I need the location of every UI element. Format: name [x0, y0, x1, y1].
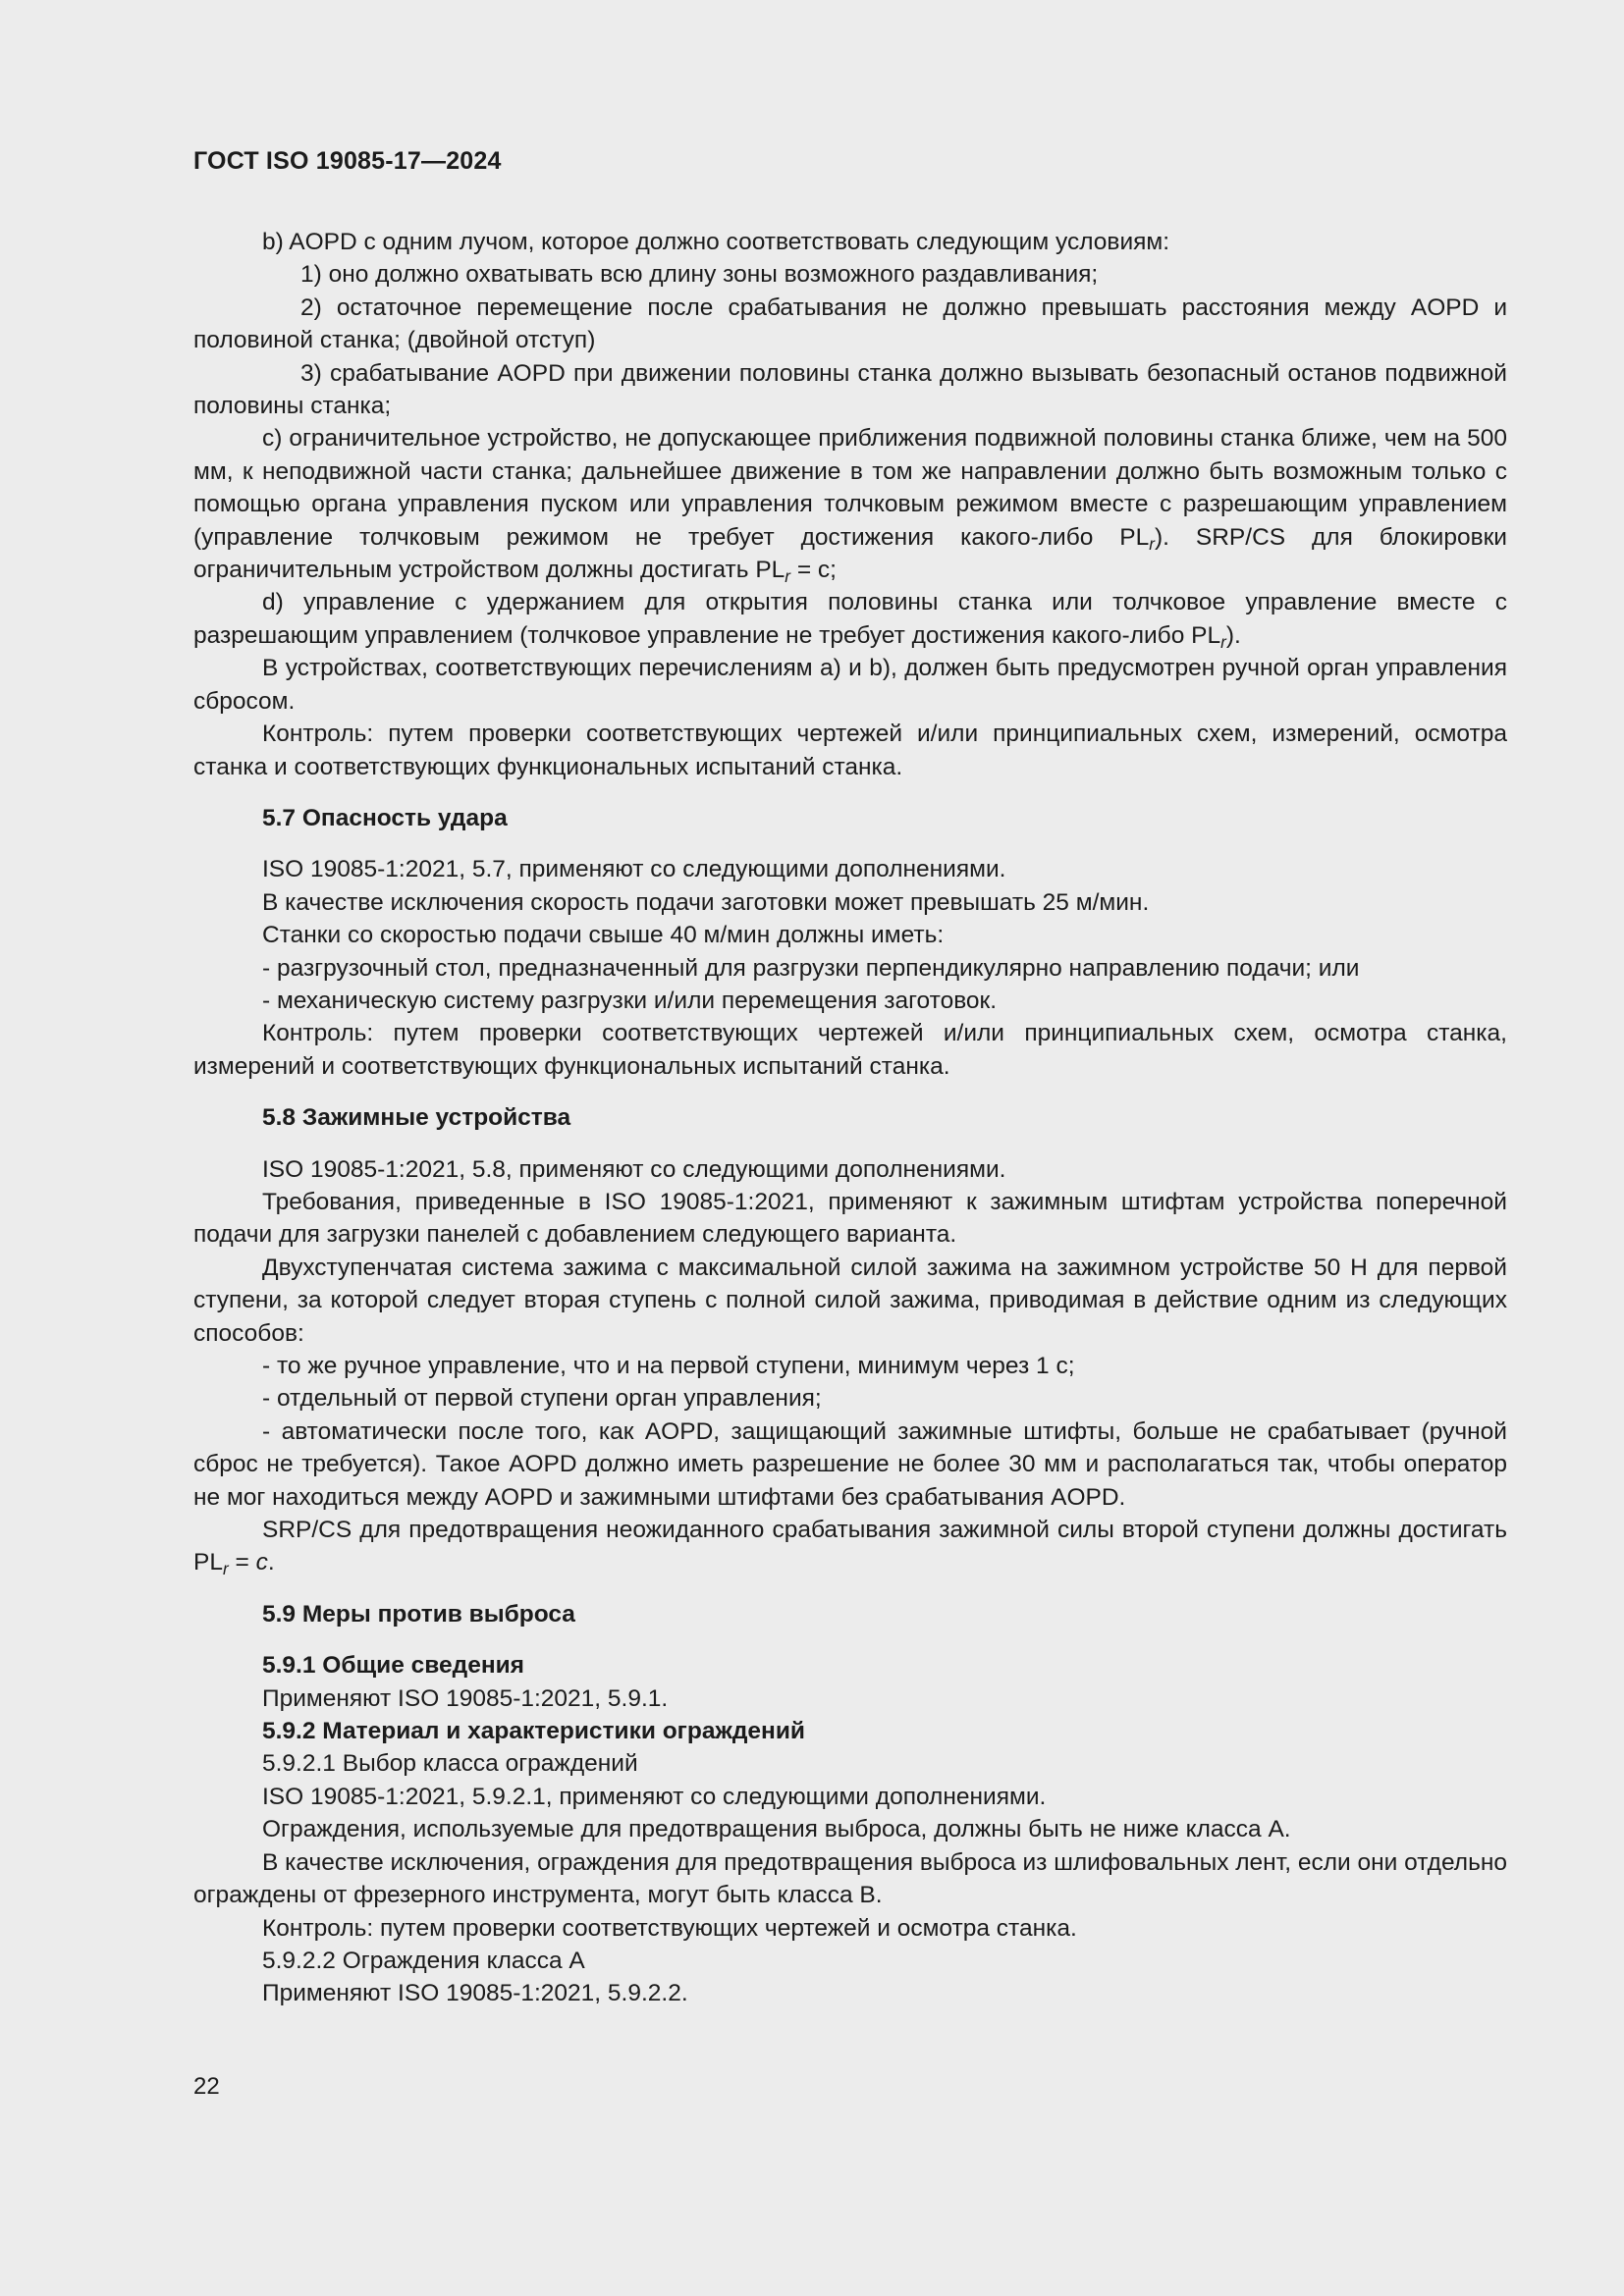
paragraph: Применяют ISO 19085-1:2021, 5.9.1.: [262, 1684, 669, 1712]
text-run: ). SRP/CS для блокировки ограничительным устройством должны достигать PL: [193, 523, 1507, 584]
subsection-heading-5-9-2-2: 5.9.2.2 Ограждения класса А: [262, 1947, 585, 1974]
paragraph-control: Контроль: путем проверки соответствующих чертежей и/или принципиальных схем, измерений, осмотра станка и соответствующих функциональных испытаний станка.: [193, 721, 1507, 780]
subscript-r: r: [1149, 533, 1155, 554]
paragraph: Применяют ISO 19085-1:2021, 5.9.2.2.: [262, 1980, 688, 2007]
dash-list-item: - автоматически после того, как AOPD, защищающий зажимные штифты, больше не срабатывает (ручной сброс не требуется). Такое AOPD должно иметь разрешение не более 30 мм и располагаться так, чтобы оператор не мог находиться между AOPD и зажимными штифтами без срабатывания AOPD.: [193, 1417, 1507, 1511]
paragraph: ISO 19085-1:2021, 5.9.2.1, применяют со следующими дополнениями.: [262, 1783, 1047, 1810]
list-item-d: [193, 586, 1507, 652]
list-item-b: b) AOPD с одним лучом, которое должно соответствовать следующим условиям:: [262, 229, 1170, 255]
subscript-r: r: [1220, 631, 1226, 652]
paragraph-control: Контроль: путем проверки соответствующих чертежей и осмотра станка.: [262, 1914, 1077, 1942]
list-item-b3: 3) срабатывание AOPD при движении половины станка должно вызывать безопасный останов подвижной половины станка;: [193, 359, 1507, 420]
paragraph: В качестве исключения, ограждения для предотвращения выброса из шлифовальных лент, если они отдельно ограждены от фрезерного инструмента, могут быть класса В.: [193, 1848, 1507, 1909]
subscript-r: r: [222, 1559, 229, 1579]
list-item-c: [193, 422, 1507, 586]
dash-list-item: - то же ручное управление, что и на первой ступени, минимум через 1 с;: [262, 1353, 1075, 1379]
list-item-b1: 1) оно должно охватывать всю длину зоны возможного раздавливания;: [300, 261, 1099, 289]
text-run: c) ограничительное устройство, не допускающее приближения подвижной половины станка ближе, чем на 500 мм, к неподвижной части станка; дальнейшее движение в том же направлении должно быть возможным только с помощью органа управления пуском или управления толчковым режимом вместе с разрешающим управлением (управление толчковым режимом не требует достижения какого-либо PL: [193, 425, 1507, 551]
text-run: ).: [1225, 621, 1241, 649]
paragraph: ISO 19085-1:2021, 5.7, применяют со следующими дополнениями.: [262, 856, 1006, 883]
dash-list-item: - разгрузочный стол, предназначенный для разгрузки перпендикулярно направлению подачи; или: [262, 954, 1360, 982]
paragraph: ISO 19085-1:2021, 5.8, применяют со следующими дополнениями.: [262, 1155, 1006, 1183]
text-run: d) управление с удержанием для открытия половины станка или толчковое управление вместе с разрешающим управлением (толчковое управление не требует достижения какого-либо PL: [193, 589, 1507, 649]
paragraph: В качестве исключения скорость подачи заготовки может превышать 25 м/мин.: [262, 888, 1150, 916]
text-run: .: [267, 1549, 275, 1576]
paragraph: Требования, приведенные в ISO 19085-1:2021, применяют к зажимным штифтам устройства поперечной подачи для загрузки панелей с добавлением следующего варианта.: [193, 1188, 1507, 1249]
subscript-r: r: [785, 566, 791, 587]
subsection-heading-5-9-2: 5.9.2 Материал и характеристики ограждений: [262, 1718, 805, 1745]
dash-list-item: - механическую систему разгрузки и/или перемещения заготовок.: [262, 987, 998, 1014]
dash-list-item: - отдельный от первой ступени орган управления;: [262, 1385, 822, 1413]
list-item-b2: 2) остаточное перемещение после срабатывания не должно превышать расстояния между AOPD и половиной станка; (двойной отступ): [193, 294, 1507, 354]
subsection-heading-5-9-1: 5.9.1 Общие сведения: [262, 1652, 524, 1680]
paragraph-manual-reset: В устройствах, соответствующих перечислениям a) и b), должен быть предусмотрен ручной орган управления сбросом.: [193, 655, 1507, 715]
text-run: SRP/CS для предотвращения неожиданного срабатывания зажимной силы второй ступени должны достигать PL: [193, 1517, 1507, 1576]
paragraph: Ограждения, используемые для предотвращения выброса, должны быть не ниже класса А.: [262, 1816, 1291, 1843]
text-run: = c;: [790, 557, 837, 584]
section-heading-5-7: 5.7 Опасность удара: [262, 804, 508, 831]
paragraph-control: Контроль: путем проверки соответствующих чертежей и/или принципиальных схем, осмотра станка, измерений и соответствующих функциональных испытаний станка.: [193, 1020, 1507, 1080]
paragraph-srp: [193, 1514, 1507, 1579]
section-heading-5-9: 5.9 Меры против выброса: [262, 1600, 575, 1628]
page-number: 22: [193, 2073, 220, 2100]
document-header: ГОСТ ISO 19085-17—2024: [193, 147, 502, 175]
subsection-heading-5-9-2-1: 5.9.2.1 Выбор класса ограждений: [262, 1750, 638, 1778]
section-heading-5-8: 5.8 Зажимные устройства: [262, 1104, 571, 1132]
paragraph: Станки со скоростью подачи свыше 40 м/мин должны иметь:: [262, 922, 945, 949]
text-run: =: [228, 1549, 256, 1576]
paragraph: Двухступенчатая система зажима с максимальной силой зажима на зажимном устройстве 50 Н для первой ступени, за которой следует вторая ступень с полной силой зажима, приводимая в действие одним из следующих способов:: [193, 1254, 1507, 1347]
document-body: [193, 226, 1507, 2010]
italic-c: c: [255, 1549, 268, 1576]
